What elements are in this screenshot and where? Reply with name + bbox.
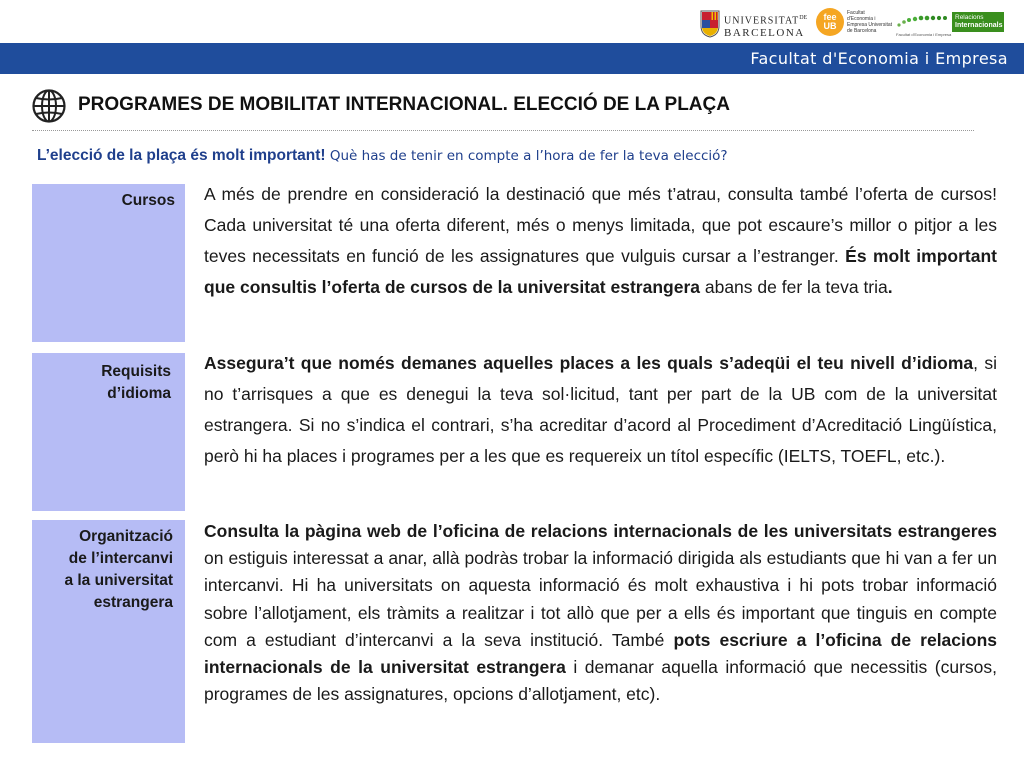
section-text-cursos <box>204 179 997 303</box>
subtitle-question: Què has de tenir en compte a l’hora de fer la teva elecció? <box>325 148 728 164</box>
ub-crest-icon <box>700 10 720 38</box>
ri-subtext: Facultat d'Economia i Empresa <box>896 32 952 37</box>
body-text: abans de fer la teva tria <box>700 277 888 297</box>
globe-icon <box>32 89 66 123</box>
page-title: PROGRAMES DE MOBILITAT INTERNACIONAL. ELECCIÓ DE LA PLAÇA <box>78 94 730 115</box>
fee-wordmark: Facultat d'Economia i Empresa Universitat de Barcelona <box>847 10 893 34</box>
emphasis-text: És molt important que consultis l’oferta de cursos de la universitat estrangera <box>204 246 997 297</box>
emphasis-text: . <box>887 277 893 297</box>
fee-mark: fee UB <box>816 8 844 36</box>
ub-logo <box>700 10 812 40</box>
subtitle <box>37 147 728 165</box>
section-label-organitzacio: Organització de l’intercanvi a la universitat estrangera <box>64 528 173 611</box>
body-text: A més de prendre en consideració la destinació que més t’atrau, consulta també l’oferta de cursos! Cada universitat té una oferta diferent, més o menys limitada, que pot escaure’s millor o pitjor a les teves necessitats en funció de les assignatures que vulguis cursar a l’estranger. <box>204 184 997 266</box>
section-text-organitzacio <box>204 518 997 708</box>
emphasis-text: pots escriure a l’oficina de relacions internacionals de la universitat estrangera <box>204 629 997 678</box>
banner-text: Facultat d'Economia i Empresa <box>750 49 1008 68</box>
faculty-banner <box>0 43 1024 74</box>
section-label-idioma: Requisits d’idioma <box>101 363 171 402</box>
logo-row <box>700 6 1010 42</box>
relacions-internacionals-logo <box>896 8 1010 42</box>
body-text: i demanar aquella informació que necessitis (cursos, programes de les assignatures, opcions d’allotjament, etc). <box>204 657 998 705</box>
body-text: on estiguis interessat a anar, allà podràs trobar la informació dirigida als estudiants que hi van a fer un intercanvi. Hi ha universitats on aquesta informació és molt exhaustiva i hi pots trobar informació sobre l’allotjament, els tràmits a realitzar i tot allò que per a ells és important que tinguis en compte com a estudiant d’intercanvi a la seva institució. També <box>204 548 997 650</box>
emphasis-text: Consulta la pàgina web de l’oficina de relacions internacionals de les universitats estrangeres <box>204 521 997 541</box>
section-text-idioma <box>204 348 997 472</box>
title-divider <box>32 130 974 131</box>
ri-wordmark: Relacions Internacionals <box>952 12 1004 32</box>
section-label-cursos: Cursos <box>121 192 175 209</box>
dots-arc-icon <box>896 14 948 28</box>
subtitle-emphasis: L’elecció de la plaça és molt important! <box>37 147 326 164</box>
body-text: , si no t’arrisques a que es denegui la teva sol·licitud, tant per part de la UB com de la universitat estrangera. Si no s’indica el contrari, s’ha acreditar d’acord al Procediment d’Acreditació Lingüística, però hi ha places i programes per a les que es requereix un títol específic (IELTS, TOEFL, etc.). <box>204 353 997 466</box>
emphasis-text: Assegura’t que només demanes aquelles places a les quals s’adeqüi el teu nivell d’idioma <box>204 353 974 373</box>
fee-logo <box>816 8 892 42</box>
ub-wordmark: $UNIVERSITAT^{DE}$ BARCELONA <box>724 15 808 40</box>
